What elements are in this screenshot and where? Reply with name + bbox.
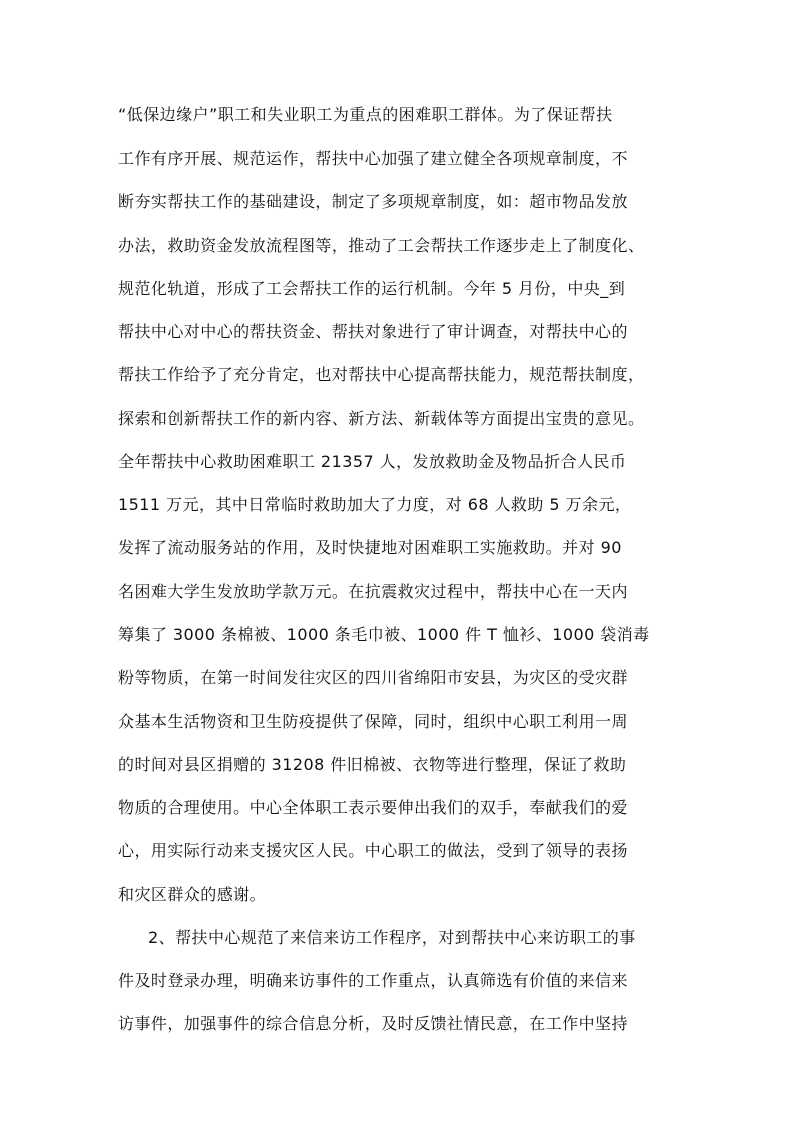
paragraph-line: 粉等物质，在第一时间发往灾区的四川省绵阳市安县，为灾区的受灾群	[118, 668, 628, 687]
paragraph-line: 全年帮扶中心救助困难职工 21357 人，发放救助金及物品折合人民币	[118, 452, 627, 471]
paragraph-line: 心，用实际行动来支援灾区人民。中心职工的做法，受到了领导的表扬	[118, 841, 628, 860]
paragraph-line: 探索和创新帮扶工作的新内容、新方法、新载体等方面提出宝贵的意见。	[118, 409, 645, 428]
paragraph-line: 筹集了 3000 条棉被、1000 条毛巾被、1000 件 T 恤衫、1000 袋消毒	[118, 625, 650, 644]
paragraph-line: 帮扶中心对中心的帮扶资金、帮扶对象进行了审计调查，对帮扶中心的	[118, 322, 628, 341]
paragraph-line: 1511 万元，其中日常临时救助加大了力度，对 68 人救助 5 万余元，	[118, 495, 632, 514]
paragraph-line: 工作有序开展、规范运作，帮扶中心加强了建立健全各项规章制度，不	[118, 149, 628, 168]
paragraph-line: 和灾区群众的感谢。	[118, 885, 267, 904]
paragraph-line: 的时间对县区捐赠的 31208 件旧棉被、衣物等进行整理，保证了救助	[118, 755, 627, 774]
paragraph-line: 众基本生活物资和卫生防疫提供了保障，同时，组织中心职工利用一周	[118, 712, 628, 731]
paragraph-line: 办法，救助资金发放流程图等，推动了工会帮扶工作逐步走上了制度化、	[118, 236, 645, 255]
paragraph-line: 2、帮扶中心规范了来信来访工作程序，对到帮扶中心来访职工的事	[148, 928, 636, 947]
paragraph-line: 物质的合理使用。中心全体职工表示要伸出我们的双手，奉献我们的爱	[118, 798, 628, 817]
paragraph-line: 访事件，加强事件的综合信息分析，及时反馈社情民意，在工作中坚持	[118, 1014, 628, 1033]
paragraph-line: 名困难大学生发放助学款万元。在抗震救灾过程中，帮扶中心在一天内	[118, 582, 628, 601]
paragraph-line: 件及时登录办理，明确来访事件的工作重点，认真筛选有价值的来信来	[118, 971, 628, 990]
paragraph-line: 发挥了流动服务站的作用，及时快捷地对困难职工实施救助。并对 90	[118, 538, 622, 557]
paragraph-line: 规范化轨道，形成了工会帮扶工作的运行机制。今年 5 月份，中央_到	[118, 279, 626, 298]
paragraph-line: 帮扶工作给予了充分肯定，也对帮扶中心提高帮扶能力，规范帮扶制度，	[118, 365, 645, 384]
paragraph-line: “低保边缘户”职工和失业职工为重点的困难职工群体。为了保证帮扶	[118, 105, 613, 124]
paragraph-line: 断夯实帮扶工作的基础建设，制定了多项规章制度，如：超市物品发放	[118, 192, 628, 211]
